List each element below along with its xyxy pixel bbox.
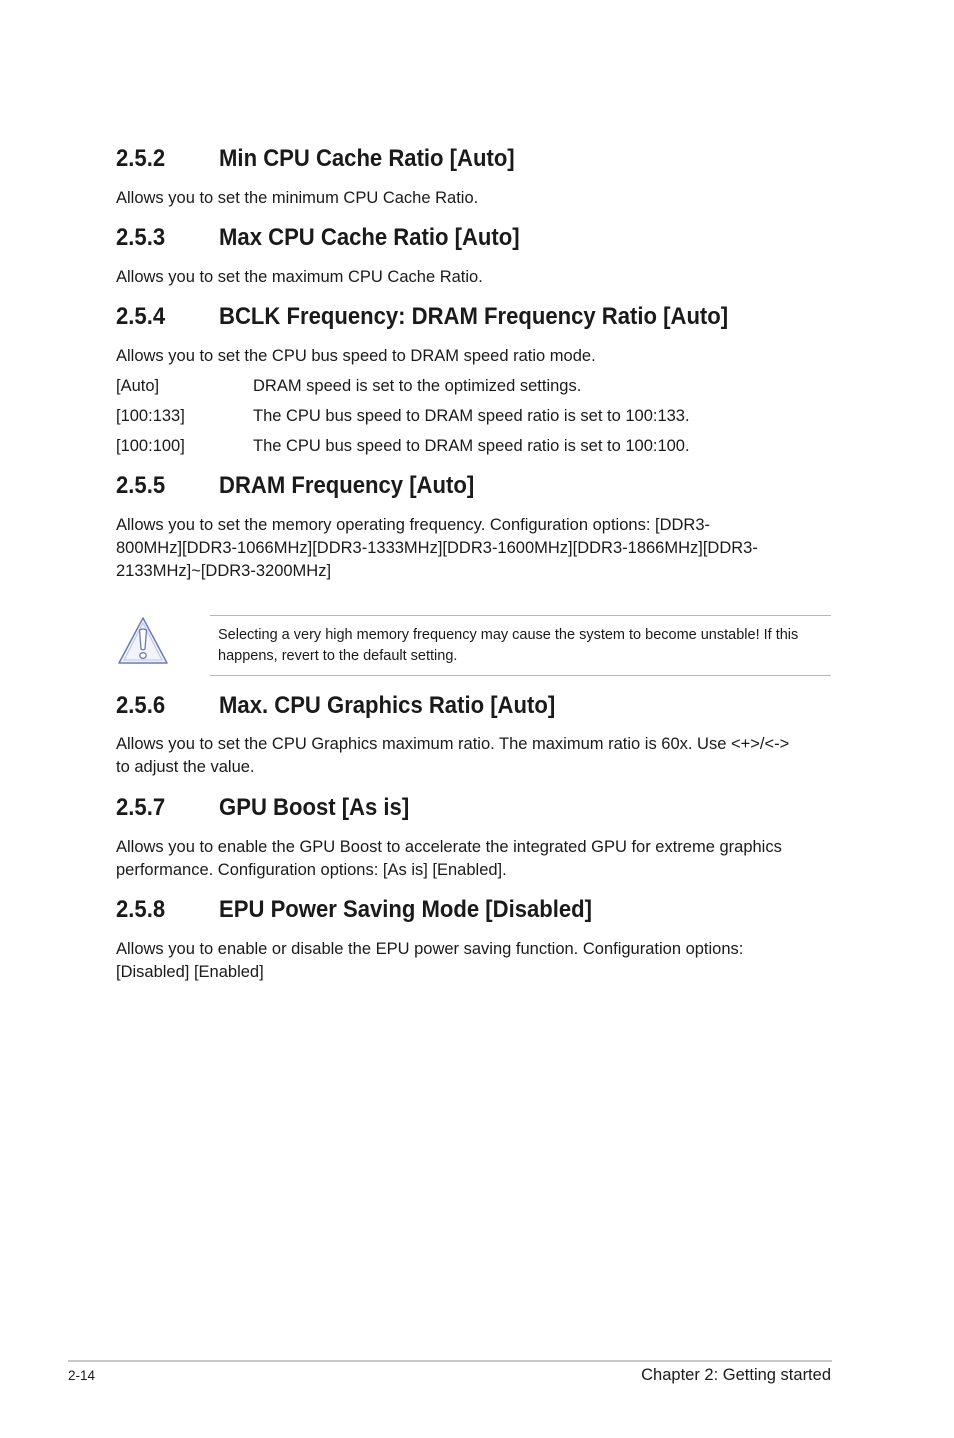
option-row: [100:133] The CPU bus speed to DRAM speed ratio is set to 100:133. xyxy=(116,407,690,425)
section-body: to adjust the value. xyxy=(116,758,255,776)
note-text: Selecting a very high memory frequency may cause the system to become unstable! If this happens, revert to the default setting. xyxy=(218,627,799,664)
section-body: Allows you to set the memory operating frequency. Configuration options: [DDR3- xyxy=(116,516,710,534)
warning-triangle-icon xyxy=(116,615,170,667)
section-heading-2-5-6: 2.5.6 Max. CPU Graphics Ratio [Auto] xyxy=(116,692,556,719)
chapter-title: Chapter 2: Getting started xyxy=(641,1366,831,1384)
section-body: Allows you to set the maximum CPU Cache Ratio. xyxy=(116,268,483,286)
section-body: [Disabled] [Enabled] xyxy=(116,963,264,981)
section-heading-2-5-4: 2.5.4 BCLK Frequency: DRAM Frequency Ratio [Auto] xyxy=(116,303,729,330)
section-body: Allows you to set the CPU bus speed to DRAM speed ratio mode. xyxy=(116,347,596,365)
section-body: Allows you to enable or disable the EPU power saving function. Configuration options: xyxy=(116,940,744,958)
option-row: [100:100] The CPU bus speed to DRAM speed ratio is set to 100:100. xyxy=(116,437,690,455)
section-heading-2-5-2: 2.5.2 Min CPU Cache Ratio [Auto] xyxy=(116,145,515,172)
section-heading-2-5-3: 2.5.3 Max CPU Cache Ratio [Auto] xyxy=(116,224,520,251)
note-top-rule xyxy=(210,615,831,616)
section-body: Allows you to set the CPU Graphics maximum ratio. The maximum ratio is 60x. Use <+>/<-> xyxy=(116,735,790,753)
section-heading-2-5-8: 2.5.8 EPU Power Saving Mode [Disabled] xyxy=(116,896,593,923)
section-body: 2133MHz]~[DDR3-3200MHz] xyxy=(116,562,332,580)
section-body: Allows you to enable the GPU Boost to accelerate the integrated GPU for extreme graphics xyxy=(116,838,782,856)
section-body: 800MHz][DDR3-1066MHz][DDR3-1333MHz][DDR3-1600MHz][DDR3-1866MHz][DDR3- xyxy=(116,539,758,557)
section-body: performance. Configuration options: [As is] [Enabled]. xyxy=(116,861,507,879)
section-body: Allows you to set the minimum CPU Cache Ratio. xyxy=(116,189,479,207)
section-heading-2-5-7: 2.5.7 GPU Boost [As is] xyxy=(116,794,410,821)
note-bottom-rule xyxy=(210,675,831,676)
option-row: [Auto] DRAM speed is set to the optimized settings. xyxy=(116,377,582,395)
page-number: 2-14 xyxy=(68,1368,96,1383)
footer-rule xyxy=(68,1360,832,1362)
section-heading-2-5-5: 2.5.5 DRAM Frequency [Auto] xyxy=(116,472,475,499)
